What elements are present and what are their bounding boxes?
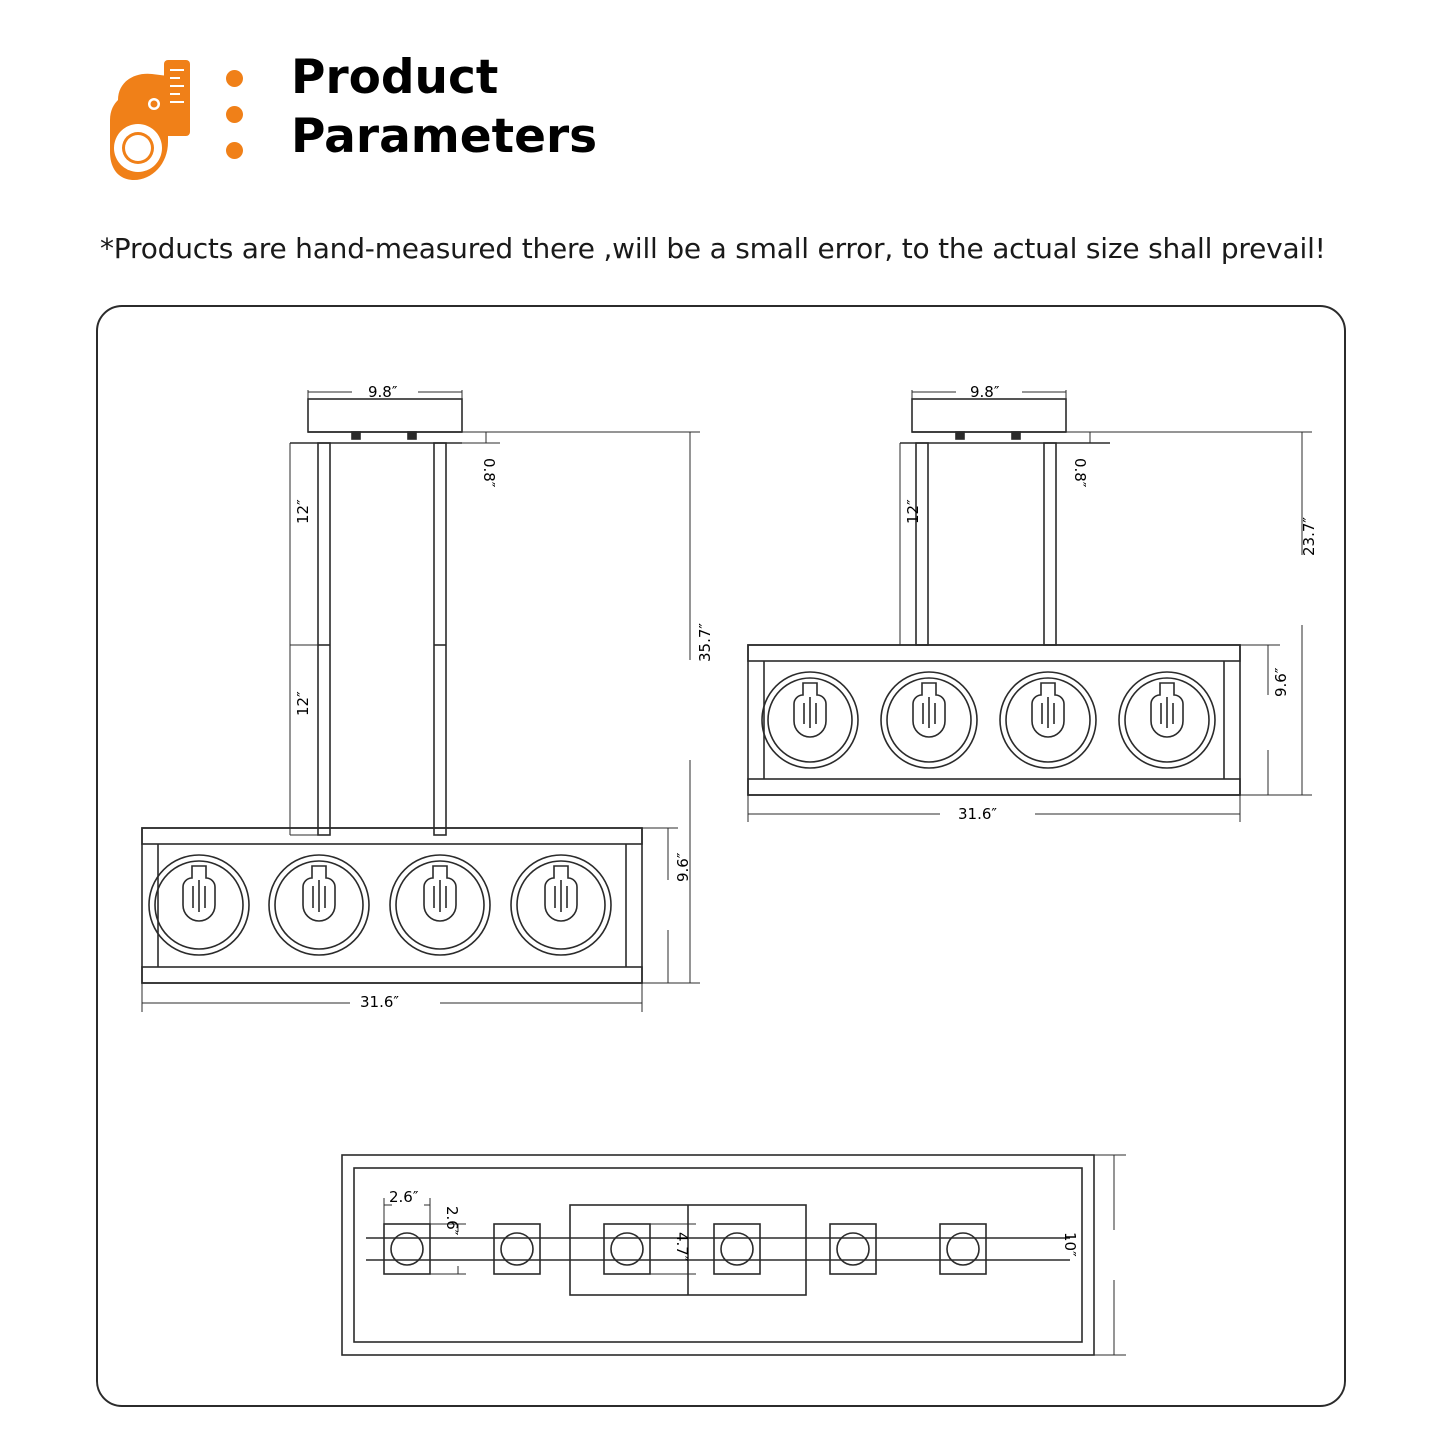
dot-separator	[226, 70, 252, 180]
top-depth-label: 10″	[1061, 1232, 1079, 1257]
page-title	[291, 48, 597, 166]
front-canopy-height-label: 0.8″	[480, 458, 498, 488]
dot-3	[226, 142, 243, 159]
side-fixture-height-label: 9.6″	[1272, 667, 1290, 697]
front-rod-upper-label: 12″	[294, 499, 312, 524]
dot-2	[226, 106, 243, 123]
page-title-line1: Product	[291, 50, 499, 105]
page-header	[108, 48, 1008, 188]
front-fixture-width-label: 31.6″	[360, 993, 400, 1011]
top-socket-depth-label: 2.6″	[443, 1206, 461, 1236]
side-canopy-width-label: 9.8″	[970, 383, 1000, 401]
top-center-spacing-label: 4.7″	[673, 1232, 691, 1262]
orange-measuring-tool-logo	[108, 56, 198, 186]
side-rod-label: 12″	[904, 499, 922, 524]
front-fixture-height-label: 9.6″	[674, 852, 692, 882]
dot-1	[226, 70, 243, 87]
top-socket-width-label: 2.6″	[389, 1188, 419, 1206]
measurement-disclaimer: *Products are hand-measured there ,will be a small error, to the actual size shall prevail!	[100, 232, 1326, 265]
diagram-panel	[96, 305, 1346, 1407]
side-total-height-label: 23.7″	[1300, 516, 1318, 556]
side-fixture-width-label: 31.6″	[958, 805, 998, 823]
front-total-height-label: 35.7″	[696, 622, 714, 662]
side-canopy-height-label: 0.8″	[1071, 458, 1089, 488]
page-title-line2: Parameters	[291, 109, 598, 164]
front-rod-lower-label: 12″	[294, 691, 312, 716]
front-canopy-width-label: 9.8″	[368, 383, 398, 401]
